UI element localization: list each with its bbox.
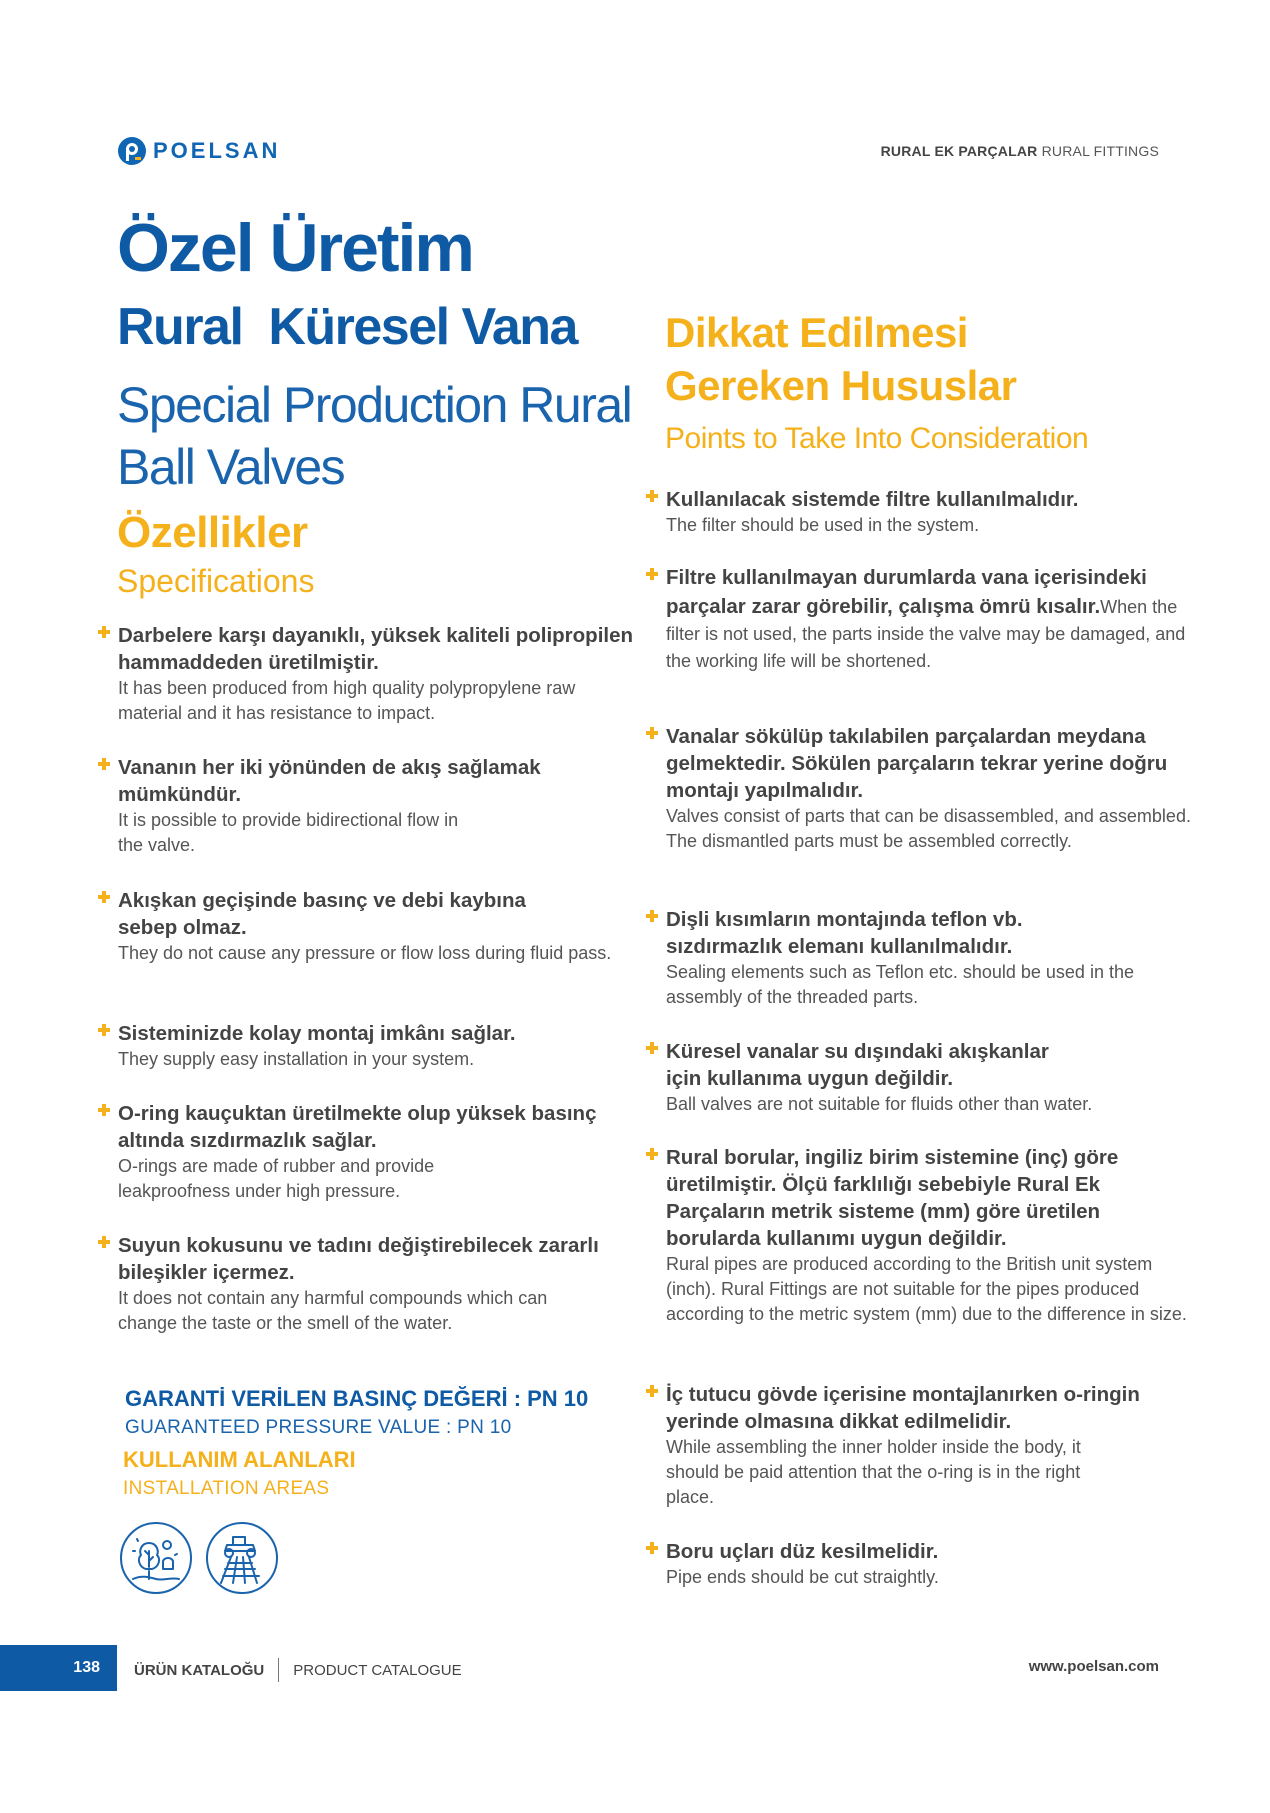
spec-tr: O-ring kauçuktan üretilmekte olup yüksek basınç altında sızdırmazlık sağlar. — [118, 1102, 597, 1152]
spec-en: It does not contain any harmful compounds which can change the taste or the smell of the water. — [118, 1288, 548, 1333]
section-title-tr: RURAL EK PARÇALAR — [880, 143, 1038, 159]
list-item — [98, 1100, 638, 1204]
spec-en: O-rings are made of rubber and provide leakproofness under high pressure. — [118, 1156, 435, 1201]
consideration-en: Rural pipes are produced according to the British unit system (inch). Rural Fittings are not suitable for the pipes produced according to the metric system (mm) due to the difference in size. — [666, 1254, 1187, 1324]
spec-tr: Suyun kokusunu ve tadını değiştirebilecek zararlı bileşikler içermez. — [118, 1234, 599, 1284]
page-number: 138 — [0, 1645, 117, 1691]
list-item — [98, 754, 588, 858]
consideration-tr: İç tutucu gövde içerisine montajlanırken o-ringin yerinde olmasına dikkat edilmelidir. — [666, 1383, 1140, 1433]
list-item — [646, 723, 1191, 854]
plus-icon — [98, 891, 110, 903]
plus-icon — [646, 1542, 658, 1554]
spec-en: It has been produced from high quality polypropylene raw material and it has resistance to impact. — [118, 678, 576, 723]
list-item — [98, 622, 638, 726]
consideration-en: Ball valves are not suitable for fluids other than water. — [666, 1094, 1093, 1114]
section-title-en: RURAL FITTINGS — [1041, 143, 1159, 159]
list-item — [98, 887, 638, 966]
footer-catalog-en: PRODUCT CATALOGUE — [293, 1661, 462, 1679]
page-title: Özel Üretim — [117, 210, 473, 286]
list-item — [646, 1381, 1191, 1510]
plus-icon — [646, 568, 658, 580]
spec-tr: Sisteminizde kolay montaj imkânı sağlar. — [118, 1022, 516, 1045]
consideration-en: Pipe ends should be cut straightly. — [666, 1567, 939, 1587]
spec-tr: Akışkan geçişinde basınç ve debi kaybına sebep olmaz. — [118, 889, 526, 939]
garden-icon — [119, 1521, 193, 1595]
logo-text: POELSAN — [153, 138, 281, 163]
consideration-tr: Kullanılacak sistemde filtre kullanılmalıdır. — [666, 488, 1079, 511]
plus-icon — [98, 626, 110, 638]
spec-tr: Vananın her iki yönünden de akış sağlamak mümkündür. — [118, 756, 541, 806]
plus-icon — [98, 1104, 110, 1116]
footer-divider — [278, 1658, 279, 1682]
consideration-en: The filter should be used in the system. — [666, 515, 980, 535]
consideration-en: While assembling the inner holder inside the body, it should be paid attention that the o-ring is in the right place. — [666, 1437, 1081, 1507]
list-item — [646, 906, 1166, 1010]
list-item — [98, 1232, 638, 1336]
brand-logo — [117, 136, 280, 166]
consideration-tr: Boru uçları düz kesilmelidir. — [666, 1540, 939, 1563]
plus-icon — [646, 490, 658, 502]
plus-icon — [646, 1042, 658, 1054]
spec-en: It is possible to provide bidirectional flow in the valve. — [118, 810, 459, 855]
agriculture-tractor-icon — [205, 1521, 279, 1595]
consideration-en: Sealing elements such as Teflon etc. should be used in the assembly of the threaded parts. — [666, 962, 1134, 1007]
poelsan-logo-icon — [117, 136, 147, 166]
footer-url: www.poelsan.com — [1028, 1658, 1159, 1675]
specifications-heading-tr: Özellikler — [117, 508, 308, 557]
considerations-heading-en: Points to Take Into Consideration — [665, 422, 1089, 455]
plus-icon — [646, 1148, 658, 1160]
section-header — [881, 143, 1159, 159]
consideration-tr: Filtre kullanılmayan durumlarda vana içerisindeki parçalar zarar görebilir, çalışma ömrü kısalır. — [666, 566, 1147, 618]
specifications-heading-en: Specifications — [117, 563, 315, 599]
footer-catalog — [134, 1658, 462, 1682]
consideration-en: When the filter is not used, the parts inside the valve may be damaged, and the working life will be shortened. — [666, 597, 1186, 671]
plus-icon — [646, 910, 658, 922]
list-item — [646, 1538, 1191, 1590]
consideration-tr: Dişli kısımların montajında teflon vb. sızdırmazlık elemanı kullanılmalıdır. — [666, 908, 1023, 958]
consideration-tr: Vanalar sökülüp takılabilen parçalardan meydana gelmektedir. Sökülen parçaların tekrar yerine doğru montajı yapılmalıdır. — [666, 725, 1168, 802]
installation-areas-en: INSTALLATION AREAS — [123, 1478, 330, 1499]
page-subtitle-en: Special Production Rural Ball Valves — [117, 377, 632, 495]
list-item — [646, 1144, 1191, 1327]
list-item — [646, 1038, 1166, 1117]
plus-icon — [98, 1024, 110, 1036]
plus-icon — [646, 727, 658, 739]
consideration-en: Valves consist of parts that can be disassembled, and assembled. The dismantled parts must be assembled correctly. — [666, 806, 1191, 851]
plus-icon — [98, 758, 110, 770]
footer-catalog-tr: ÜRÜN KATALOĞU — [134, 1661, 265, 1679]
page-subtitle-tr: Rural Küresel Vana — [117, 298, 577, 356]
spec-en: They supply easy installation in your system. — [118, 1049, 475, 1069]
considerations-heading-tr: Dikkat Edilmesi Gereken Hususlar — [665, 309, 1017, 409]
list-item — [646, 564, 1191, 676]
installation-areas-tr: KULLANIM ALANLARI — [123, 1447, 356, 1472]
pressure-value-en: GUARANTEED PRESSURE VALUE : PN 10 — [125, 1417, 512, 1438]
plus-icon — [98, 1236, 110, 1248]
plus-icon — [646, 1385, 658, 1397]
pressure-value-tr: GARANTİ VERİLEN BASINÇ DEĞERİ : PN 10 — [125, 1386, 589, 1411]
consideration-tr: Rural borular, ingiliz birim sistemine (inç) göre üretilmiştir. Ölçü farklılığı sebebiyle Rural Ek Parçaların metrik sisteme (mm) göre üretilen borularda kullanımı uygun değildir. — [666, 1146, 1119, 1250]
list-item — [646, 486, 1206, 538]
spec-tr: Darbelere karşı dayanıklı, yüksek kaliteli polipropilen hammaddeden üretilmiştir. — [118, 624, 634, 674]
spec-en: They do not cause any pressure or flow loss during fluid pass. — [118, 943, 612, 963]
list-item — [98, 1020, 638, 1072]
consideration-tr: Küresel vanalar su dışındaki akışkanlar için kullanıma uygun değildir. — [666, 1040, 1049, 1090]
